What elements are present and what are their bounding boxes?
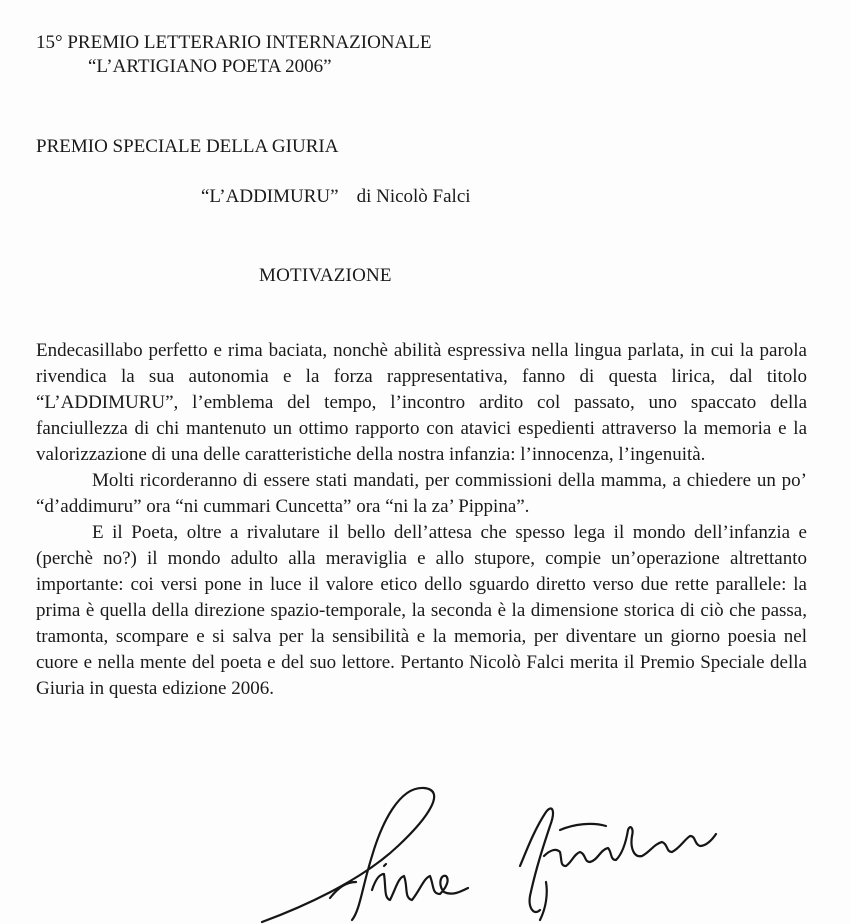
work-author: di Nicolò Falci <box>356 186 471 207</box>
motivation-text <box>36 338 807 702</box>
signature-left <box>262 788 468 922</box>
work-line <box>201 186 471 208</box>
work-title: “L’ADDIMURU” <box>201 186 339 207</box>
paragraph-3: E il Poeta, oltre a rivalutare il bello dell’attesa che spesso lega il mondo dell’infanzia e (perchè no?) il mondo adulto alla meraviglia e allo stupore, compie un’operazione altrettanto importante: coi versi pone in luce il valore etico dello sguardo diretto verso due rette parallele: la prima è quella della direzione spazio-temporale, la seconda è la dimensione storica di ciò che passa, tramonta, scompare e si salva per la sensibilità e la memoria, per diventare un giorno poesia nel cuore e nella mente del poeta e del suo lettore. Pertanto Nicolò Falci merita il Premio Speciale della Giuria in questa edizione 2006. <box>36 522 807 699</box>
handwritten-signatures <box>0 770 850 924</box>
competition-subtitle: “L’ARTIGIANO POETA 2006” <box>88 56 332 77</box>
paragraph-2: Molti ricorderanno di essere stati mandati, per commissioni della mamma, a chiedere un po’ “d’addimuru” ora “ni cummari Cuncetta” ora “ni la za’ Pippina”. <box>36 470 807 517</box>
award-title: PREMIO SPECIALE DELLA GIURIA <box>36 136 339 157</box>
signature-right <box>520 808 716 920</box>
paragraph-1: Endecasillabo perfetto e rima baciata, nonchè abilità espressiva nella lingua parlata, in cui la parola rivendica la sua autonomia e la forza rappresentativa, fanno di questa lirica, dal titolo “L’ADDIMURU”, l’emblema del tempo, l’incontro ardito col passato, uno spaccato della fanciullezza di chi mantenuto un ottimo rapporto con atavici espedienti attraverso la memoria e la valorizzazione di una delle caratteristiche della nostra infanzia: l’innocenza, l’ingenuità. <box>36 340 807 465</box>
competition-title: 15° PREMIO LETTERARIO INTERNAZIONALE <box>36 32 432 53</box>
section-title: MOTIVAZIONE <box>259 265 392 286</box>
